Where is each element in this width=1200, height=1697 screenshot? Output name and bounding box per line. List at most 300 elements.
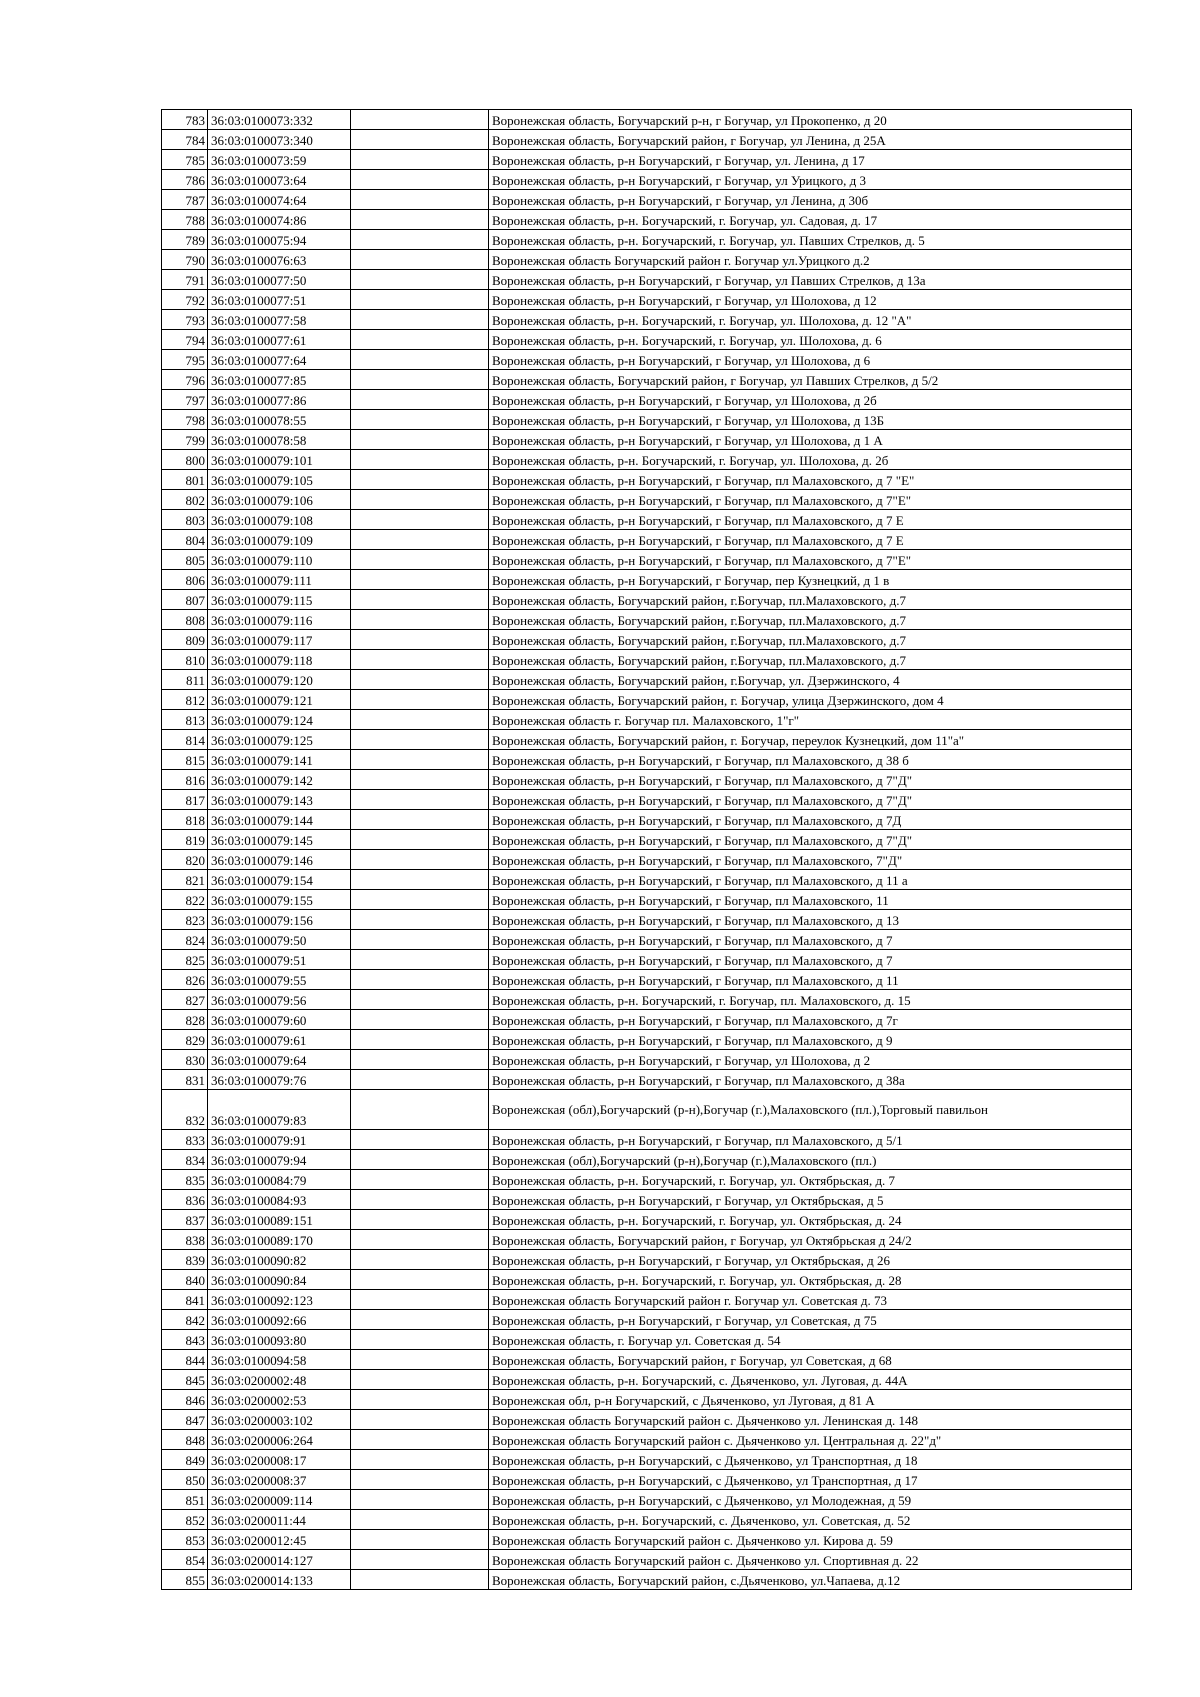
table-row [162,1450,1132,1470]
table-row [162,530,1132,550]
address-cell: Воронежская область Богучарский район с. Дьяченково ул. Спортивная д. 22 [489,1550,1132,1570]
cadastral-number-cell: 36:03:0100079:55 [208,970,351,990]
row-number-cell: 794 [162,330,208,350]
row-number-cell: 824 [162,930,208,950]
row-number-cell: 826 [162,970,208,990]
table-row [162,610,1132,630]
address-cell: Воронежская область, р-н. Богучарский, г. Богучар, ул. Октябрьская, д. 28 [489,1270,1132,1290]
table-row [162,210,1132,230]
table-row [162,1230,1132,1250]
address-cell: Воронежская область, Богучарский район, г.Богучар, пл.Малаховского, д.7 [489,630,1132,650]
row-number-cell: 836 [162,1190,208,1210]
empty-cell [351,930,489,950]
address-cell: Воронежская область, р-н. Богучарский, г. Богучар, ул. Шолохова, д. 6 [489,330,1132,350]
address-cell: Воронежская область, Богучарский район, г.Богучар, пл.Малаховского, д.7 [489,650,1132,670]
empty-cell [351,330,489,350]
address-cell: Воронежская область, р-н Богучарский, г Богучар, пл Малаховского, 7"Д" [489,850,1132,870]
table-row [162,570,1132,590]
row-number-cell: 793 [162,310,208,330]
table-row [162,990,1132,1010]
table-row [162,490,1132,510]
row-number-cell: 799 [162,430,208,450]
row-number-cell: 803 [162,510,208,530]
cadastral-number-cell: 36:03:0100077:50 [208,270,351,290]
row-number-cell: 837 [162,1210,208,1230]
address-cell: Воронежская область, р-н. Богучарский, г. Богучар, ул. Октябрьская, д. 7 [489,1170,1132,1190]
cadastral-number-cell: 36:03:0100090:82 [208,1250,351,1270]
table-row [162,650,1132,670]
empty-cell [351,290,489,310]
address-cell: Воронежская область, р-н Богучарский, г Богучар, ул. Ленина, д 17 [489,150,1132,170]
address-cell: Воронежская область, р-н Богучарский, г Богучар, пл Малаховского, д 7 Е [489,530,1132,550]
row-number-cell: 813 [162,710,208,730]
empty-cell [351,1310,489,1330]
row-number-cell: 852 [162,1510,208,1530]
row-number-cell: 832 [162,1090,208,1130]
row-number-cell: 854 [162,1550,208,1570]
empty-cell [351,790,489,810]
table-row [162,710,1132,730]
table-row [162,290,1132,310]
cadastral-number-cell: 36:03:0100079:76 [208,1070,351,1090]
row-number-cell: 805 [162,550,208,570]
empty-cell [351,1250,489,1270]
address-cell: Воронежская область, р-н Богучарский, с Дьяченково, ул Транспортная, д 17 [489,1470,1132,1490]
empty-cell [351,570,489,590]
cadastral-number-cell: 36:03:0100079:125 [208,730,351,750]
table-row [162,230,1132,250]
empty-cell [351,1150,489,1170]
address-cell: Воронежская область, р-н Богучарский, г Богучар, ул Шолохова, д 13Б [489,410,1132,430]
row-number-cell: 819 [162,830,208,850]
address-cell: Воронежская область, р-н Богучарский, г Богучар, пл Малаховского, д 38а [489,1070,1132,1090]
address-cell: Воронежская область, р-н Богучарский, г Богучар, пл Малаховского, д 5/1 [489,1130,1132,1150]
table-row [162,1410,1132,1430]
address-cell: Воронежская область, р-н Богучарский, с Дьяченково, ул Молодежная, д 59 [489,1490,1132,1510]
empty-cell [351,1550,489,1570]
row-number-cell: 798 [162,410,208,430]
table-row [162,1130,1132,1150]
empty-cell [351,1410,489,1430]
cadastral-number-cell: 36:03:0100074:64 [208,190,351,210]
address-cell: Воронежская область, р-н Богучарский, г Богучар, пл Малаховского, д 7г [489,1010,1132,1030]
cadastral-number-cell: 36:03:0200012:45 [208,1530,351,1550]
row-number-cell: 791 [162,270,208,290]
cadastral-number-cell: 36:03:0100079:142 [208,770,351,790]
cadastral-number-cell: 36:03:0200009:114 [208,1490,351,1510]
row-number-cell: 809 [162,630,208,650]
table-row [162,1390,1132,1410]
empty-cell [351,750,489,770]
table-row [162,1090,1132,1130]
row-number-cell: 831 [162,1070,208,1090]
address-cell: Воронежская область, Богучарский район, г Богучар, ул Павших Стрелков, д 5/2 [489,370,1132,390]
address-cell: Воронежская область, Богучарский район, г.Богучар, пл.Малаховского, д.7 [489,590,1132,610]
cadastral-number-cell: 36:03:0100079:105 [208,470,351,490]
row-number-cell: 839 [162,1250,208,1270]
table-row [162,770,1132,790]
table-row [162,1330,1132,1350]
cadastral-number-cell: 36:03:0100093:80 [208,1330,351,1350]
empty-cell [351,1030,489,1050]
empty-cell [351,130,489,150]
empty-cell [351,630,489,650]
table-row [162,1370,1132,1390]
table-row [162,1470,1132,1490]
table-row [162,1270,1132,1290]
empty-cell [351,250,489,270]
cadastral-number-cell: 36:03:0100078:58 [208,430,351,450]
empty-cell [351,210,489,230]
cadastral-number-cell: 36:03:0100079:64 [208,1050,351,1070]
empty-cell [351,450,489,470]
empty-cell [351,1010,489,1030]
table-row [162,1550,1132,1570]
row-number-cell: 827 [162,990,208,1010]
address-cell: Воронежская область, р-н. Богучарский, г. Богучар, ул. Октябрьская, д. 24 [489,1210,1132,1230]
table-row [162,510,1132,530]
address-cell: Воронежская область, Богучарский район, г Богучар, ул Октябрьская д 24/2 [489,1230,1132,1250]
empty-cell [351,230,489,250]
table-row [162,130,1132,150]
table-row [162,1150,1132,1170]
address-cell: Воронежская область, р-н Богучарский, г Богучар, ул Урицкого, д 3 [489,170,1132,190]
row-number-cell: 812 [162,690,208,710]
table-row [162,790,1132,810]
cadastral-number-cell: 36:03:0100079:110 [208,550,351,570]
address-cell: Воронежская область, р-н Богучарский, г Богучар, пл Малаховского, д 7"Д" [489,770,1132,790]
cadastral-number-cell: 36:03:0100077:61 [208,330,351,350]
table-row [162,850,1132,870]
address-cell: Воронежская область, р-н Богучарский, г Богучар, ул Октябрьская, д 5 [489,1190,1132,1210]
table-row [162,1490,1132,1510]
row-number-cell: 807 [162,590,208,610]
row-number-cell: 835 [162,1170,208,1190]
row-number-cell: 801 [162,470,208,490]
cadastral-number-cell: 36:03:0100079:143 [208,790,351,810]
row-number-cell: 821 [162,870,208,890]
address-cell: Воронежская область, р-н Богучарский, г Богучар, пл Малаховского, 11 [489,890,1132,910]
cadastral-number-cell: 36:03:0100079:106 [208,490,351,510]
empty-cell [351,190,489,210]
row-number-cell: 849 [162,1450,208,1470]
cadastral-number-cell: 36:03:0200008:17 [208,1450,351,1470]
address-cell: Воронежская область, Богучарский район, г Богучар, ул Ленина, д 25А [489,130,1132,150]
table-row [162,270,1132,290]
empty-cell [351,910,489,930]
empty-cell [351,310,489,330]
address-cell: Воронежская область, Богучарский район, г. Богучар, улица Дзержинского, дом 4 [489,690,1132,710]
table-row [162,870,1132,890]
row-number-cell: 796 [162,370,208,390]
row-number-cell: 818 [162,810,208,830]
address-cell: Воронежская область, р-н Богучарский, г Богучар, пл Малаховского, д 11 [489,970,1132,990]
address-cell: Воронежская область, р-н Богучарский, г Богучар, ул Шолохова, д 6 [489,350,1132,370]
empty-cell [351,590,489,610]
cadastral-number-cell: 36:03:0200003:102 [208,1410,351,1430]
cadastral-number-cell: 36:03:0100079:155 [208,890,351,910]
row-number-cell: 804 [162,530,208,550]
cadastral-number-cell: 36:03:0100079:83 [208,1090,351,1130]
cadastral-number-cell: 36:03:0100079:60 [208,1010,351,1030]
table-row [162,1190,1132,1210]
address-cell: Воронежская область, Богучарский район, г. Богучар, переулок Кузнецкий, дом 11"а" [489,730,1132,750]
address-cell: Воронежская область, р-н. Богучарский, с. Дьяченково, ул. Советская, д. 52 [489,1510,1132,1530]
cadastral-number-cell: 36:03:0100077:64 [208,350,351,370]
row-number-cell: 846 [162,1390,208,1410]
empty-cell [351,1090,489,1130]
cadastral-number-cell: 36:03:0100079:146 [208,850,351,870]
address-cell: Воронежская область, р-н Богучарский, г Богучар, пер Кузнецкий, д 1 в [489,570,1132,590]
address-cell: Воронежская область, р-н Богучарский, г Богучар, пл Малаховского, д 7"Е" [489,550,1132,570]
cadastral-number-cell: 36:03:0100079:91 [208,1130,351,1150]
table-row [162,750,1132,770]
cadastral-number-cell: 36:03:0200011:44 [208,1510,351,1530]
address-cell: Воронежская область Богучарский район с. Дьяченково ул. Центральная д. 22"д" [489,1430,1132,1450]
table-row [162,950,1132,970]
empty-cell [351,150,489,170]
table-row [162,1010,1132,1030]
table-row [162,1510,1132,1530]
cadastral-number-cell: 36:03:0100079:101 [208,450,351,470]
cadastral-number-cell: 36:03:0100079:145 [208,830,351,850]
row-number-cell: 814 [162,730,208,750]
address-cell: Воронежская область, р-н. Богучарский, г. Богучар, ул. Павших Стрелков, д. 5 [489,230,1132,250]
table-row [162,1430,1132,1450]
cadastral-number-cell: 36:03:0100089:170 [208,1230,351,1250]
address-cell: Воронежская область, р-н Богучарский, г Богучар, ул Шолохова, д 2б [489,390,1132,410]
cadastral-number-cell: 36:03:0200014:127 [208,1550,351,1570]
empty-cell [351,950,489,970]
cadastral-number-cell: 36:03:0100079:144 [208,810,351,830]
empty-cell [351,710,489,730]
empty-cell [351,350,489,370]
cadastral-number-cell: 36:03:0100079:121 [208,690,351,710]
row-number-cell: 848 [162,1430,208,1450]
row-number-cell: 817 [162,790,208,810]
empty-cell [351,970,489,990]
table-row [162,970,1132,990]
row-number-cell: 810 [162,650,208,670]
table-row [162,890,1132,910]
table-row [162,330,1132,350]
table-row [162,1210,1132,1230]
cadastral-number-cell: 36:03:0100079:124 [208,710,351,730]
row-number-cell: 815 [162,750,208,770]
address-cell: Воронежская область, р-н Богучарский, г Богучар, ул Шолохова, д 12 [489,290,1132,310]
cadastral-number-cell: 36:03:0100092:123 [208,1290,351,1310]
empty-cell [351,1050,489,1070]
empty-cell [351,510,489,530]
row-number-cell: 820 [162,850,208,870]
cadastral-number-cell: 36:03:0200008:37 [208,1470,351,1490]
address-cell: Воронежская область, р-н Богучарский, г Богучар, пл Малаховского, д 7Д [489,810,1132,830]
row-number-cell: 834 [162,1150,208,1170]
row-number-cell: 851 [162,1490,208,1510]
row-number-cell: 823 [162,910,208,930]
address-cell: Воронежская область, р-н Богучарский, с Дьяченково, ул Транспортная, д 18 [489,1450,1132,1470]
cadastral-number-cell: 36:03:0100077:86 [208,390,351,410]
empty-cell [351,670,489,690]
address-cell: Воронежская область г. Богучар пл. Малаховского, 1"г" [489,710,1132,730]
cadastral-number-cell: 36:03:0100079:118 [208,650,351,670]
table-row [162,1570,1132,1590]
cadastral-number-cell: 36:03:0100079:156 [208,910,351,930]
address-cell: Воронежская область, р-н Богучарский, г Богучар, ул Советская, д 75 [489,1310,1132,1330]
cadastral-number-cell: 36:03:0100089:151 [208,1210,351,1230]
row-number-cell: 800 [162,450,208,470]
row-number-cell: 784 [162,130,208,150]
cadastral-number-cell: 36:03:0100079:51 [208,950,351,970]
address-cell: Воронежская область Богучарский район г. Богучар ул.Урицкого д.2 [489,250,1132,270]
empty-cell [351,1430,489,1450]
table-row [162,370,1132,390]
table-row [162,630,1132,650]
cadastral-number-cell: 36:03:0100094:58 [208,1350,351,1370]
table-row [162,1170,1132,1190]
address-cell: Воронежская область Богучарский район г. Богучар ул. Советская д. 73 [489,1290,1132,1310]
table-row [162,170,1132,190]
cadastral-number-cell: 36:03:0100092:66 [208,1310,351,1330]
row-number-cell: 855 [162,1570,208,1590]
empty-cell [351,410,489,430]
cadastral-number-cell: 36:03:0200002:53 [208,1390,351,1410]
empty-cell [351,1130,489,1150]
empty-cell [351,830,489,850]
table-row [162,1050,1132,1070]
row-number-cell: 788 [162,210,208,230]
row-number-cell: 790 [162,250,208,270]
empty-cell [351,890,489,910]
address-cell: Воронежская область, р-н Богучарский, г Богучар, пл Малаховского, д 7 [489,930,1132,950]
cadastral-number-cell: 36:03:0100079:108 [208,510,351,530]
address-cell: Воронежская область, р-н Богучарский, г Богучар, пл Малаховского, д 38 б [489,750,1132,770]
address-cell: Воронежская область, Богучарский район, г.Богучар, пл.Малаховского, д.7 [489,610,1132,630]
cadastral-number-cell: 36:03:0200006:264 [208,1430,351,1450]
cadastral-number-cell: 36:03:0100079:94 [208,1150,351,1170]
empty-cell [351,1230,489,1250]
address-cell: Воронежская область, р-н Богучарский, г Богучар, пл Малаховского, д 11 а [489,870,1132,890]
row-number-cell: 786 [162,170,208,190]
address-cell: Воронежская область, р-н. Богучарский, г. Богучар, ул. Шолохова, д. 2б [489,450,1132,470]
table-row [162,250,1132,270]
empty-cell [351,1470,489,1490]
empty-cell [351,490,489,510]
table-row [162,910,1132,930]
address-cell: Воронежская область, р-н. Богучарский, с. Дьяченково, ул. Луговая, д. 44А [489,1370,1132,1390]
empty-cell [351,690,489,710]
empty-cell [351,730,489,750]
cadastral-number-cell: 36:03:0100079:120 [208,670,351,690]
table-row [162,150,1132,170]
row-number-cell: 802 [162,490,208,510]
cadastral-number-cell: 36:03:0100077:85 [208,370,351,390]
empty-cell [351,870,489,890]
table-row [162,350,1132,370]
address-cell: Воронежская область Богучарский район с. Дьяченково ул. Кирова д. 59 [489,1530,1132,1550]
empty-cell [351,1490,489,1510]
address-cell: Воронежская область, р-н Богучарский, г Богучар, ул Шолохова, д 1 А [489,430,1132,450]
empty-cell [351,1570,489,1590]
table-row [162,1350,1132,1370]
empty-cell [351,390,489,410]
table-row [162,1530,1132,1550]
address-cell: Воронежская область, р-н Богучарский, г Богучар, ул Шолохова, д 2 [489,1050,1132,1070]
table-row [162,430,1132,450]
table-row [162,730,1132,750]
row-number-cell: 795 [162,350,208,370]
cadastral-number-cell: 36:03:0100078:55 [208,410,351,430]
address-cell: Воронежская область, р-н Богучарский, г Богучар, пл Малаховского, д 7 Е [489,510,1132,530]
row-number-cell: 840 [162,1270,208,1290]
cadastral-number-cell: 36:03:0100077:51 [208,290,351,310]
property-table [161,109,1132,1590]
address-cell: Воронежская область, Богучарский район, с.Дьяченково, ул.Чапаева, д.12 [489,1570,1132,1590]
address-cell: Воронежская область, р-н Богучарский, г Богучар, пл Малаховского, д 9 [489,1030,1132,1050]
empty-cell [351,1270,489,1290]
cadastral-number-cell: 36:03:0100073:340 [208,130,351,150]
property-table-body [162,110,1132,1590]
cadastral-number-cell: 36:03:0100079:115 [208,590,351,610]
empty-cell [351,650,489,670]
row-number-cell: 816 [162,770,208,790]
row-number-cell: 808 [162,610,208,630]
row-number-cell: 785 [162,150,208,170]
row-number-cell: 833 [162,1130,208,1150]
address-cell: Воронежская область, р-н. Богучарский, г. Богучар, ул. Садовая, д. 17 [489,210,1132,230]
cadastral-number-cell: 36:03:0100074:86 [208,210,351,230]
table-row [162,590,1132,610]
row-number-cell: 847 [162,1410,208,1430]
cadastral-number-cell: 36:03:0100073:59 [208,150,351,170]
row-number-cell: 811 [162,670,208,690]
row-number-cell: 829 [162,1030,208,1050]
empty-cell [351,270,489,290]
address-cell: Воронежская область, р-н Богучарский, г Богучар, пл Малаховского, д 13 [489,910,1132,930]
empty-cell [351,550,489,570]
cadastral-number-cell: 36:03:0100090:84 [208,1270,351,1290]
address-cell: Воронежская область, р-н Богучарский, г Богучар, пл Малаховского, д 7 [489,950,1132,970]
row-number-cell: 844 [162,1350,208,1370]
empty-cell [351,850,489,870]
cadastral-number-cell: 36:03:0100079:109 [208,530,351,550]
empty-cell [351,810,489,830]
cadastral-number-cell: 36:03:0100073:332 [208,110,351,130]
table-row [162,830,1132,850]
address-cell: Воронежская область, р-н Богучарский, г Богучар, пл Малаховского, д 7"Д" [489,790,1132,810]
table-row [162,410,1132,430]
cadastral-number-cell: 36:03:0100079:154 [208,870,351,890]
cadastral-number-cell: 36:03:0100073:64 [208,170,351,190]
empty-cell [351,1390,489,1410]
address-cell: Воронежская область, г. Богучар ул. Советская д. 54 [489,1330,1132,1350]
empty-cell [351,1350,489,1370]
row-number-cell: 841 [162,1290,208,1310]
cadastral-number-cell: 36:03:0100079:56 [208,990,351,1010]
cadastral-number-cell: 36:03:0100084:79 [208,1170,351,1190]
empty-cell [351,770,489,790]
row-number-cell: 806 [162,570,208,590]
table-row [162,810,1132,830]
cadastral-number-cell: 36:03:0100079:117 [208,630,351,650]
empty-cell [351,1370,489,1390]
table-row [162,1250,1132,1270]
empty-cell [351,990,489,1010]
table-row [162,1310,1132,1330]
row-number-cell: 822 [162,890,208,910]
empty-cell [351,1510,489,1530]
address-cell: Воронежская обл, р-н Богучарский, с Дьяченково, ул Луговая, д 81 А [489,1390,1132,1410]
